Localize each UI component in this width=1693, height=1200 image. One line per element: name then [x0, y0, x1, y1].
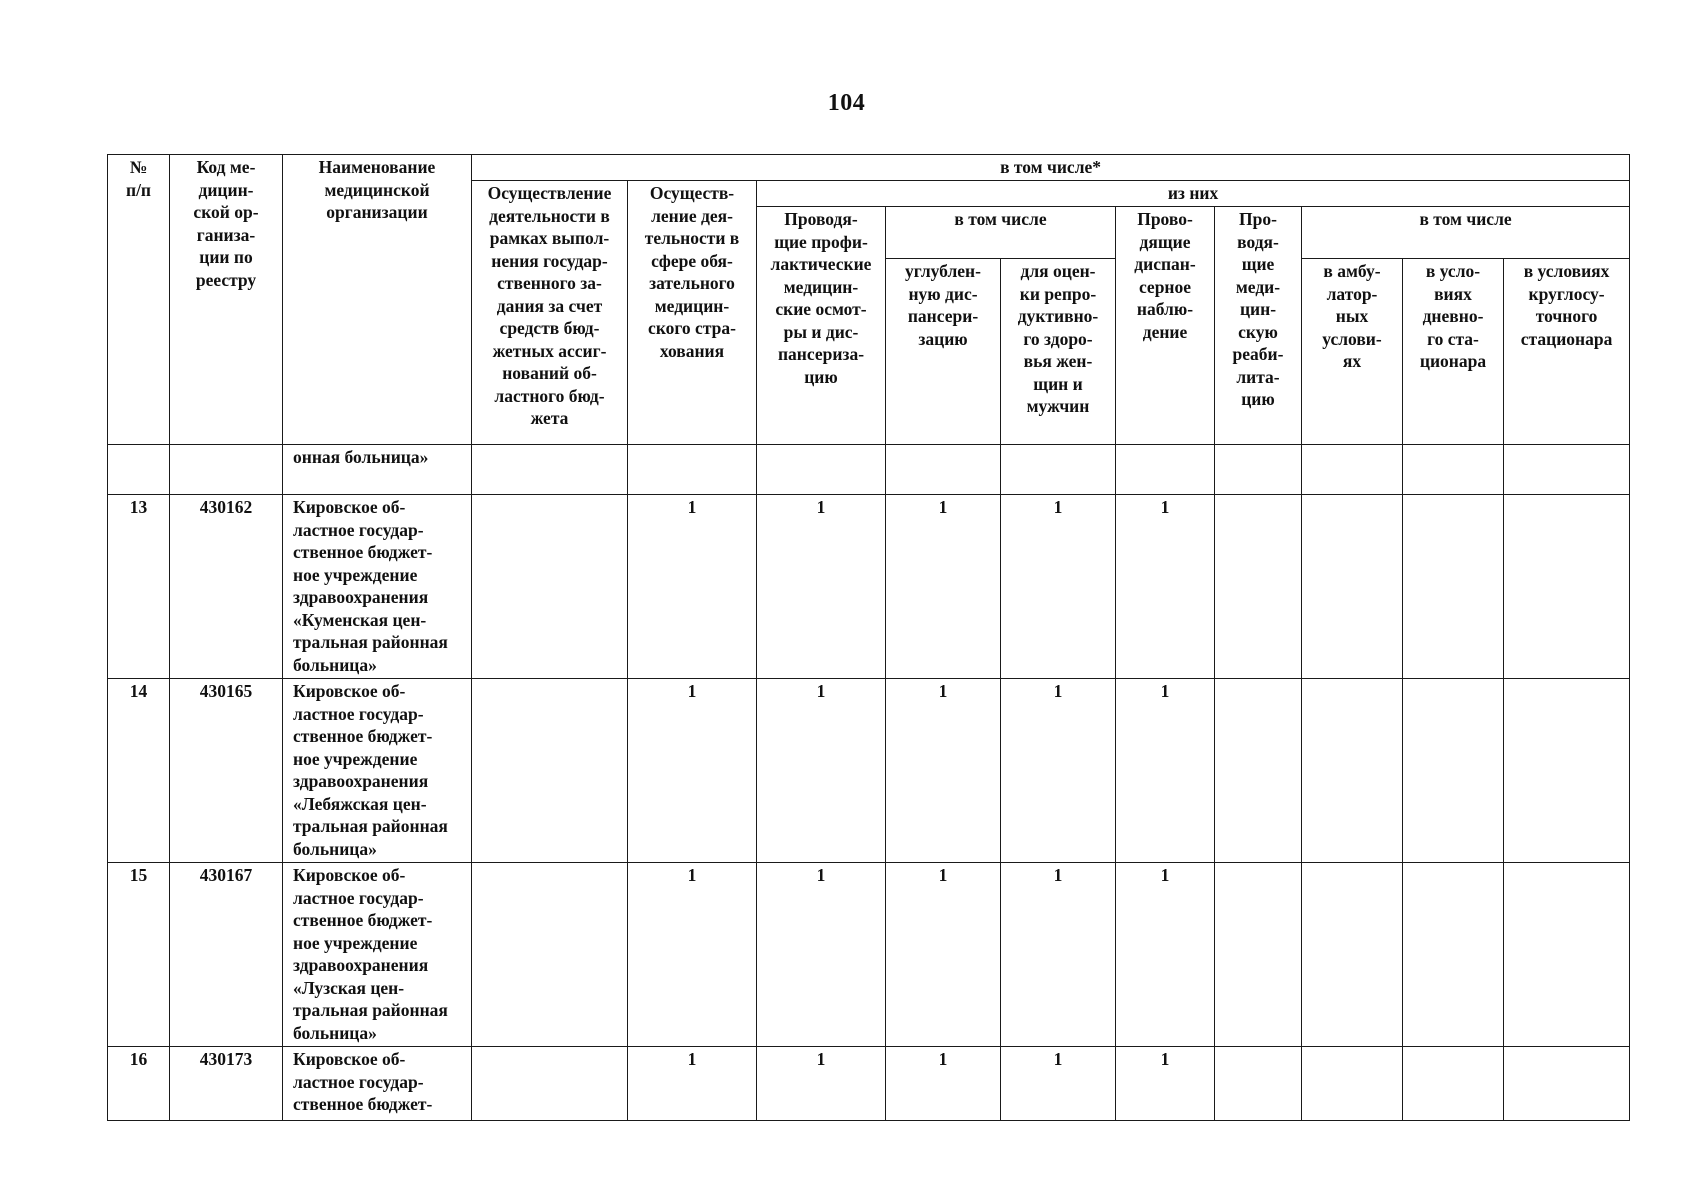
cell-depth: 1 — [886, 1047, 1001, 1121]
table-row — [108, 863, 1630, 1047]
cell-rehab — [1215, 679, 1302, 863]
cell-round-clock — [1504, 863, 1630, 1047]
cell-repro: 1 — [1001, 495, 1116, 679]
header-outpatient: в амбу- латор- ных услови- ях — [1302, 259, 1403, 445]
organizations-table — [107, 154, 1630, 1121]
cell-rehab — [1215, 863, 1302, 1047]
cell-prof: 1 — [757, 679, 886, 863]
cell-repro: 1 — [1001, 863, 1116, 1047]
cell-name: онная больница» — [283, 445, 472, 495]
cell-outpatient — [1302, 495, 1403, 679]
header-including-star: в том числе* — [472, 155, 1630, 181]
header-round-clock: в условиях круглосу- точного стационара — [1504, 259, 1630, 445]
cell-round-clock — [1504, 495, 1630, 679]
cell-oms: 1 — [628, 1047, 757, 1121]
cell-disp: 1 — [1116, 679, 1215, 863]
cell-state-task — [472, 679, 628, 863]
header-rehab: Про- водя- щие меди- цин- скую реаби- лита- цию — [1215, 207, 1302, 445]
header-day-hospital: в усло- виях дневно- го ста- ционара — [1403, 259, 1504, 445]
cell-num: 16 — [108, 1047, 170, 1121]
cell-code: 430162 — [170, 495, 283, 679]
cell-state-task — [472, 495, 628, 679]
cell-prof: 1 — [757, 495, 886, 679]
cell-depth: 1 — [886, 863, 1001, 1047]
page-number: 104 — [827, 90, 866, 116]
cell-num: 13 — [108, 495, 170, 679]
cell-oms: 1 — [628, 495, 757, 679]
cell-name: Кировское об- ластное государ- ственное бюджет- ное учреждение здравоохранения «Лузская цен- тральная районная больница» — [283, 863, 472, 1047]
cell-code: 430173 — [170, 1047, 283, 1121]
cell-day-hospital — [1403, 495, 1504, 679]
header-code: Код ме- дицин- ской ор- ганиза- ции по реестру — [170, 155, 283, 445]
cell-day-hospital — [1403, 863, 1504, 1047]
header-num: № п/п — [108, 155, 170, 445]
cell-name: Кировское об- ластное государ- ственное бюджет- ное учреждение здравоохранения «Лебяжская цен- тральная районная больница» — [283, 679, 472, 863]
header-state-task: Осуществление деятельности в рамках выпол- нения государ- ственного за- дания за счет средств бюд- жетных ассиг- нований об- ластного бюд- жета — [472, 181, 628, 445]
cell-code — [170, 445, 283, 495]
table-row — [108, 1047, 1630, 1121]
header-including-1: в том числе — [886, 207, 1116, 259]
header-dispensary: Прово- дящие диспан- серное наблю- дение — [1116, 207, 1215, 445]
cell-round-clock — [1504, 679, 1630, 863]
cell-oms: 1 — [628, 679, 757, 863]
cell-rehab — [1215, 1047, 1302, 1121]
cell-state-task — [472, 1047, 628, 1121]
header-repro: для оцен- ки репро- дуктивно- го здоро- вья жен- щин и мужчин — [1001, 259, 1116, 445]
cell-state-task — [472, 863, 628, 1047]
cell-depth: 1 — [886, 679, 1001, 863]
cell-prof: 1 — [757, 863, 886, 1047]
cell-day-hospital — [1403, 1047, 1504, 1121]
header-name: Наименование медицинской организации — [283, 155, 472, 445]
cell-prof: 1 — [757, 1047, 886, 1121]
cell-rehab — [1215, 495, 1302, 679]
cell-code: 430165 — [170, 679, 283, 863]
cell-outpatient — [1302, 863, 1403, 1047]
cell-round-clock — [1504, 1047, 1630, 1121]
cell-disp: 1 — [1116, 863, 1215, 1047]
cell-num: 14 — [108, 679, 170, 863]
cell-day-hospital — [1403, 679, 1504, 863]
header-oms: Осуществ- ление дея- тельности в сфере обя- зательного медицин- ского стра- хования — [628, 181, 757, 445]
cell-num: 15 — [108, 863, 170, 1047]
cell-num — [108, 445, 170, 495]
table-row — [108, 679, 1630, 863]
cell-outpatient — [1302, 679, 1403, 863]
cell-name: Кировское об- ластное государ- ственное бюджет- ное учреждение здравоохранения «Куменская цен- тральная районная больница» — [283, 495, 472, 679]
cell-code: 430167 — [170, 863, 283, 1047]
cell-depth: 1 — [886, 495, 1001, 679]
table-row — [108, 495, 1630, 679]
cell-outpatient — [1302, 1047, 1403, 1121]
header-of-them: из них — [757, 181, 1630, 207]
cell-oms: 1 — [628, 863, 757, 1047]
cell-name: Кировское об- ластное государ- ственное бюджет- — [283, 1047, 472, 1121]
cell-disp: 1 — [1116, 495, 1215, 679]
continuation-row — [108, 445, 1630, 495]
header-in-depth: углублен- ную дис- пансери- зацию — [886, 259, 1001, 445]
header-including-2: в том числе — [1302, 207, 1630, 259]
header-prof-exams: Проводя- щие профи- лактические медицин- ские осмот- ры и дис- пансериза- цию — [757, 207, 886, 445]
cell-repro: 1 — [1001, 1047, 1116, 1121]
cell-disp: 1 — [1116, 1047, 1215, 1121]
cell-repro: 1 — [1001, 679, 1116, 863]
